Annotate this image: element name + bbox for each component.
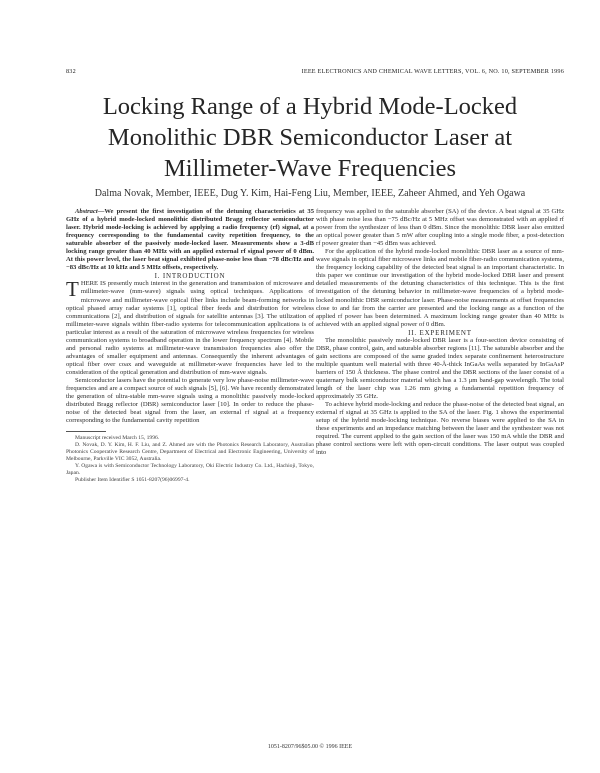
footnote-received: Manuscript received March 15, 1996. bbox=[75, 435, 160, 442]
abstract-text: We present the first investigation of the detuning characteristics at 35 GHz of a hybrid mode-locked monolithic distributed Bragg reflector semiconductor laser. Hybrid mode-locking is achieved by applying a radio frequency (rf) signal, at a frequency corresponding to the fundamental cavity repetition frequency, to the saturable absorber of the passively mode-locked laser. Measurements show a 3-dB locking range greater than 40 MHz with an applied external rf signal power of 0 dBm. At this power level, the laser beat signal exhibited phase-noise less than −78 dBc/Hz and −83 dBc/Hz at 10 kHz and 5 MHz offsets, respectively. bbox=[66, 208, 314, 272]
experiment-paragraph-1: The monolithic passively mode-locked DBR laser is a four-section device consisting of DBR, phase control, gain, and saturable absorber regions [11]. The saturable absorber and the gain sections are composed of the same graded index separate confinement heterostructure multiple quantum well material with three 40-Å-thick InGaAs wells separated by InGaAsP barriers of 150 Å thickness. The phase control and the DBR sections of the laser consist of a quaternary bulk semiconductor material which has a 1.3 μm band-gap wavelength. The total length of the laser chip was 1.26 mm giving a fundamental repetition frequency of approximately 35 GHz. bbox=[316, 336, 564, 401]
drop-cap: T bbox=[66, 277, 79, 302]
abstract-label: Abstract— bbox=[75, 208, 105, 215]
section-heading-introduction: I. INTRODUCTION bbox=[154, 272, 226, 281]
intro-paragraph-2: Semiconductor lasers have the potential to generate very low phase-noise millimeter-wave frequencies and are a compact source of such signals [5], [6]. We have recently demonstrated the generation of ultra-stable mm-wave signals using a monolithic passively mode-locked distributed Bragg reflector (DBR) semiconductor laser [10]. In order to reduce the phase-noise of the detected beat signal from the laser, an external rf signal at a frequency corresponding to the fundamental cavity repetition bbox=[66, 376, 314, 425]
footnote-publisher-id: Publisher Item Identifier S 1051-8207(96)06997-4. bbox=[75, 476, 190, 483]
paper-title: Locking Range of a Hybrid Mode-Locked Monolithic DBR Semiconductor Laser at Millimeter-Wave Frequencies bbox=[102, 93, 518, 182]
footnote-affiliation-2: Y. Ogawa is with Semiconductor Technology Laboratory, Oki Electric Industry Co. Ltd., Hachioji, Tokyo, Japan. bbox=[66, 462, 314, 476]
journal-name: IEEE ELECTRONICS AND CHEMICAL WAVE LETTERS, VOL. 6, NO. 10, SEPTEMBER 1996 bbox=[301, 68, 564, 75]
intro-paragraph-1 bbox=[66, 277, 314, 377]
left-column bbox=[66, 208, 314, 484]
right-paragraph-2: For the application of the hybrid mode-locked monolithic DBR laser as a source of mm-wave signals in optical fiber microwave links and mobile fiber-radio communication systems, the frequency locking capability of the detected beat signal is an important characteristic. In this paper we continue our investigation of the hybrid mode-locked DBR laser and present detailed measurements of the detuning characteristics of this technique. This is the first investigation of the detuning behavior in millimeter-wave frequencies of a hybrid mode-locked monolithic DBR semiconductor laser. Phase-noise measurements at offset frequencies close to and far from the carrier are presented and the locking range as a function of the applied rf power has been determined. A maximum locking range greater than 40 MHz is achieved with an applied signal power of 0 dBm. bbox=[316, 248, 564, 328]
section-heading-experiment: II. EXPERIMENT bbox=[408, 328, 472, 337]
abstract bbox=[66, 208, 314, 272]
author-list: Dalma Novak, Member, IEEE, Dug Y. Kim, Hai-Feng Liu, Member, IEEE, Zaheer Ahmed, and Yeh Ogawa bbox=[94, 188, 526, 199]
page-footer: 1051-8207/96$05.00 © 1996 IEEE bbox=[267, 744, 353, 750]
right-paragraph-1: frequency was applied to the saturable absorber (SA) of the device. A beat signal at 35 GHz with phase noise less than −75 dBc/Hz at 5 MHz offset was demonstrated with an applied rf power from the synthesizer of less than 0 dBm. Since the monolithic DBR laser also emitted an optical power greater than 5 mW after coupling into a single mode fiber, a post-detection rf power greater than −45 dBm was achieved. bbox=[316, 208, 564, 248]
page-number: 832 bbox=[66, 68, 76, 75]
right-column bbox=[316, 208, 564, 457]
footnote-rule bbox=[66, 431, 106, 432]
intro-paragraph-1-text: HERE IS presently much interest in the generation and transmission of microwave and millimeter-wave (mm-wave) signals using optical techniques. Applications of microwave and millimeter-wave optical fiber links include beam-forming networks in optical phased array radar systems [1], optical fiber feeds and distribution for wireless communications [2], and distribution of signals for satellite antennas [3]. The utilization of millimeter-wave signals within fiber-radio systems for telecommunication applications is of particular interest as a result of the saturation of microwave wireless frequencies for wireless communication systems to broadband operation in the lower frequency spectrum [4]. Mobile and personal radio systems at millimeter-wave transmission frequencies also offer the advantages of smaller equipment and antennas. Consequently the inherent advantages of optical fiber over coax and waveguide at millimeter-wave frequencies have led to the consideration of the optical generation and distribution of mm-wave signals. bbox=[66, 280, 314, 376]
experiment-paragraph-2: To achieve hybrid mode-locking and reduce the phase-noise of the detected beat signal, an external rf signal at 35 GHz is applied to the SA of the laser. Fig. 1 shows the experimental setup of the hybrid mode-locking technique. No reverse biases were applied to the SA in these experiments and an impedance matching between the laser and the synthesizer was not required. The current applied to the gain section of the laser was 150 mA while the DBR and phase control sections were left with open-circuit conditions. The laser output was coupled into bbox=[316, 401, 564, 457]
footnote-affiliation-1: D. Novak, D. Y. Kim, H. F. Liu, and Z. Ahmed are with the Photonics Research Laboratory, Australian Photonics Cooperative Research Centre, Department of Electrical and Electronic Engineering, University of Melbourne, Parkville VIC 3052, Australia. bbox=[66, 442, 314, 462]
running-header bbox=[66, 68, 564, 78]
